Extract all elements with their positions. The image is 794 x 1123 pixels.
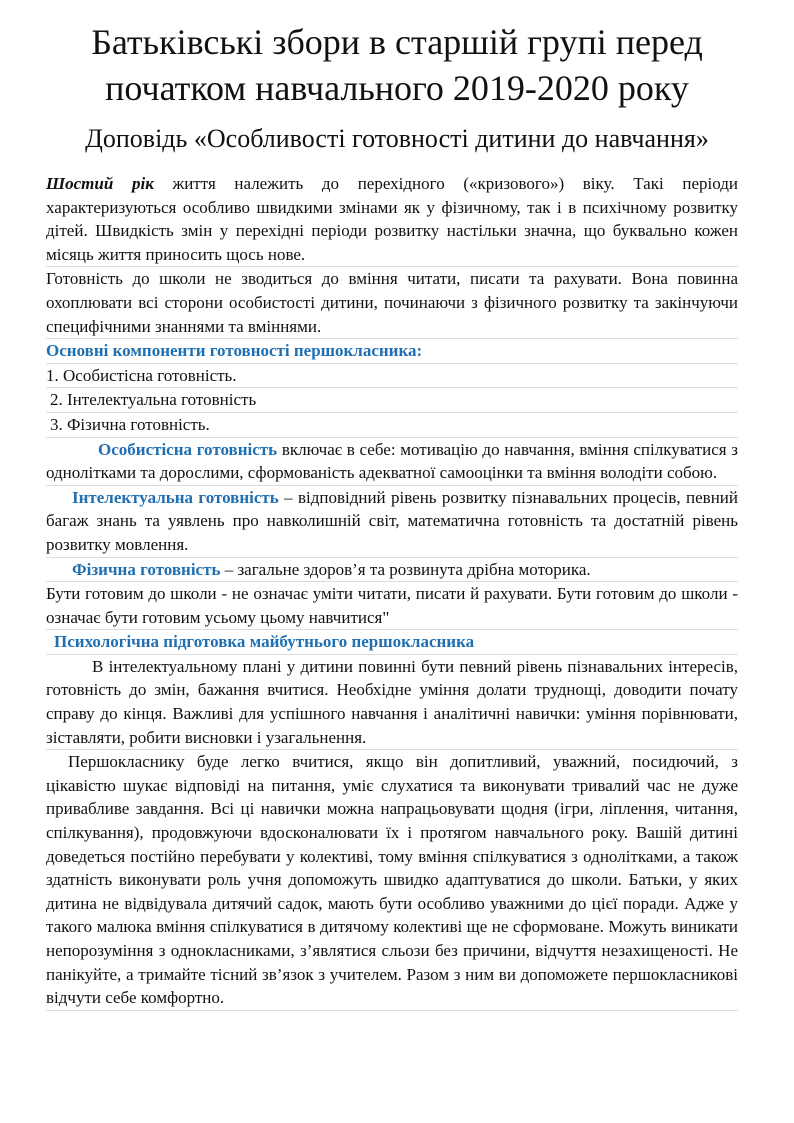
intro-text: життя належить до перехідного («кризового») віку. Такі періоди характеризуються особливо швидкими змінами як у фізичному, так і в психічному розвитку дітей. Швидкість змін у перехідні періоди розвитку настільки значна, що буквально кожен місяць життя приносить щось нове. <box>46 174 738 264</box>
intellectual-readiness-paragraph <box>46 486 738 558</box>
psychological-heading: Психологічна підготовка майбутнього першокласника <box>46 630 738 655</box>
intro-lead: Шостий рік <box>46 174 154 193</box>
page-title-line-1: Батьківські збори в старшій групі перед <box>91 22 703 62</box>
intro-paragraph <box>46 172 738 267</box>
physical-readiness-text: – загальне здоров’я та розвинута дрібна моторика. <box>220 559 591 579</box>
component-item-3: 3. Фізична готовність. <box>46 413 738 438</box>
document-body <box>46 172 738 1011</box>
physical-readiness-paragraph <box>46 558 738 583</box>
physical-readiness-term: Фізична готовність <box>72 559 221 579</box>
component-item-2: 2. Інтелектуальна готовність <box>46 388 738 413</box>
components-heading: Основні компоненти готовності першокласника: <box>46 339 738 364</box>
personal-readiness-text: включає в себе: мотивацію до навчання, вміння спілкуватися з однолітками та дорослими, сформованість адекватної самооцінки та вміння володіти собою. <box>46 439 739 483</box>
personal-readiness-paragraph <box>46 438 738 486</box>
personal-readiness-term: Особистісна готовність <box>98 439 278 459</box>
psychological-paragraph-2: Першокласнику буде легко вчитися, якщо він допитливий, уважний, посидючий, з цікавістю шукає відповіді на питання, уміє слухатися та виконувати тривалий час не дуже привабливе завдання. Всі ці навички можна напрацьовувати щодня (ігри, ліплення, читання, спілкування), продовжуючи вдосконалювати їх і протягом навчального року. Вашій дитині доведеться постійно перебувати у колективі, тому вміння спілкуватися з однолітками, а також здатність виконувати роль учня допоможуть швидко адаптуватися до школи. Батьки, у яких дитина не відвідувала дитячий садок, мають бути особливо уважними до цієї поради. Адже у такого малюка вміння спілкуватися в дитячому колективі ще не сформоване. Можуть виникати непорозуміння з однокласниками, з’являтися сльози без причини, відчуття незахищеності. Не панікуйте, а тримайте тісний зв’язок з учителем. Разом з ним ви допоможете першокласникові відчути себе комфортно. <box>46 750 738 1011</box>
readiness-paragraph: Готовність до школи не зводиться до вміння читати, писати та рахувати. Вона повинна охоплювати всі сторони особистості дитини, починаючи з фізичного розвитку та закінчуючи специфічними знаннями та вміннями. <box>46 267 738 339</box>
component-item-1: 1. Особистісна готовність. <box>46 364 738 389</box>
psychological-paragraph-1: В інтелектуальному плані у дитини повинні бути певний рівень пізнавальних інтересів, готовність до змін, бажання вчитися. Необхідне уміння долати труднощі, доводити почату справу до кінця. Важливі для успішного навчання і аналітичні навички: уміння порівнювати, зіставляти, робити висновки і узагальнення. <box>46 655 738 750</box>
page-title-line-2: початком навчального 2019-2020 року <box>105 68 689 108</box>
report-subtitle: Доповідь «Особливості готовності дитини до навчання» <box>85 124 709 153</box>
intellectual-readiness-text: – відповідний рівень розвитку пізнавальних процесів, певний багаж знань та уявлень про навколишній світ, математична готовність та достатній рівень розвитку мовлення. <box>46 487 738 554</box>
intellectual-readiness-term: Інтелектуальна готовність <box>72 487 279 507</box>
quote-paragraph: Бути готовим до школи - не означає уміти читати, писати й рахувати. Бути готовим до школи - означає бути готовим усьому цьому навчитися" <box>46 582 738 630</box>
